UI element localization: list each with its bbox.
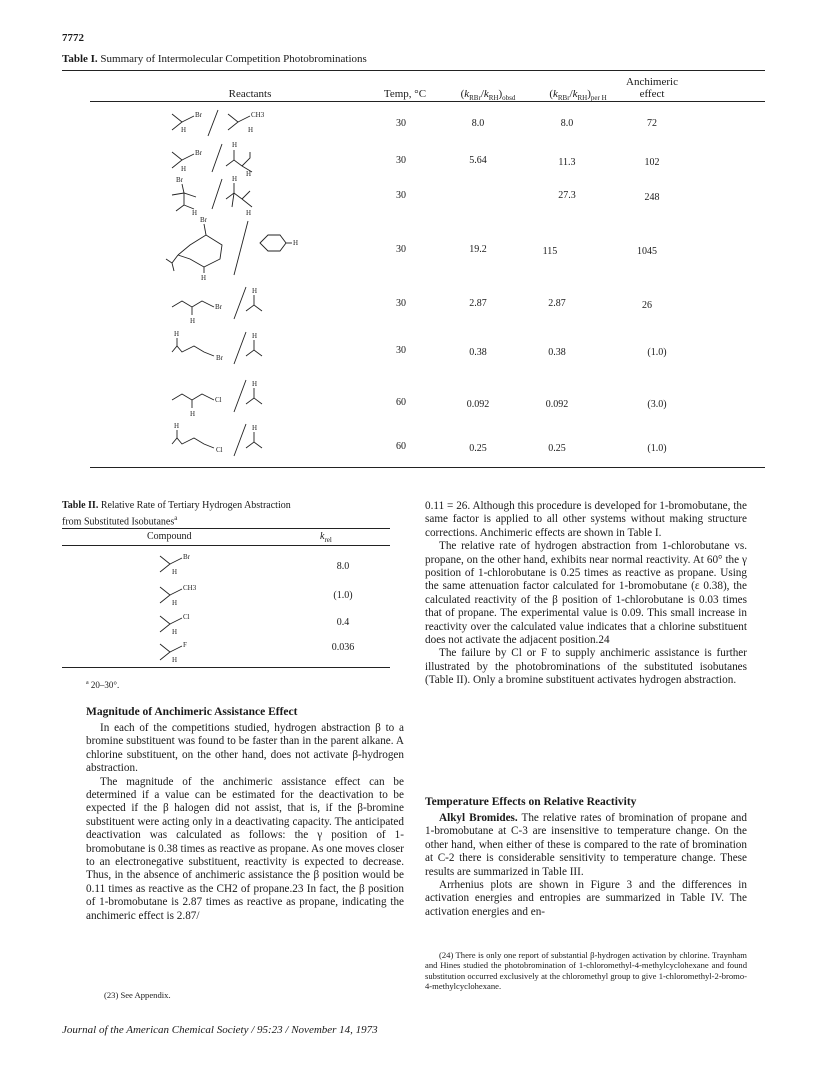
structure-row5 bbox=[170, 285, 280, 330]
svg-text:Br: Br bbox=[176, 176, 183, 184]
svg-text:F: F bbox=[183, 641, 187, 649]
svg-text:H: H bbox=[174, 422, 180, 430]
svg-text:Br: Br bbox=[200, 216, 207, 224]
right-paragraph-5: Arrhenius plots are shown in Figure 3 and the differences in activation energies and entropies are summarized in Table IV. The activation energies and en- bbox=[425, 879, 747, 918]
svg-text:Br: Br bbox=[216, 354, 223, 362]
row3-temp: 30 bbox=[396, 190, 406, 201]
table2-header-krel: $k_{rel}$ bbox=[320, 531, 332, 544]
row1-obsd: 8.0 bbox=[471, 118, 485, 129]
atom-br: Br bbox=[195, 111, 202, 119]
section-heading-anchimeric: Magnitude of Anchimeric Assistance Effect bbox=[86, 706, 298, 718]
table2-header-compound: Compound bbox=[147, 531, 192, 542]
svg-text:Br: Br bbox=[195, 149, 202, 157]
right-footnote-24: (24) There is only one report of substantial β-hydrogen activation by chlorine. Traynham and Hines studied the photobromination of 1-chloromethyl-4-methylcyclohexane and found substitution occurred exclusively at the chloromethyl group to give 1-chloromethyl-2-bromo-4-methylcyclohexane. bbox=[425, 950, 747, 992]
structure-row6 bbox=[170, 330, 280, 375]
left-column-body bbox=[86, 722, 404, 923]
row7-temp: 60 bbox=[396, 397, 406, 408]
structure-row1 bbox=[170, 110, 280, 141]
header-anchimeric: Anchimeric effect bbox=[626, 76, 678, 100]
left-paragraph-2: The magnitude of the anchimeric assistance effect can be determined if a value can be estimated for the deactivation to be expected if the β halogen did not assist, that is, if the β-bromine substituent were acting only in a deactivating capacity. The anticipated deactivation was calculated as follows: the γ position of 1-bromobutane is 0.38 times as reactive as propane. As one moves closer to an electronegative substituent, reactivity is expected to decrease. Thus, in the absence of anchimeric assistance the β position would be 0.11 times as reactive as the CH2 of propane.23 In fact, the β position of 1-bromobutane is 2.87 times as reactive as propane, indicating the anchimeric effect is 2.87/ bbox=[86, 775, 404, 922]
row8-obsd: 0.25 bbox=[469, 443, 487, 454]
svg-text:H: H bbox=[172, 568, 178, 576]
section-heading-temperature: Temperature Effects on Relative Reactivity bbox=[425, 796, 637, 808]
svg-text:Cl: Cl bbox=[215, 396, 222, 404]
row8-effect: (1.0) bbox=[647, 443, 667, 454]
row6-perH: 0.38 bbox=[548, 347, 566, 358]
table1-top-rule bbox=[62, 70, 765, 71]
table2-title: Table II. Relative Rate of Tertiary Hydrogen Abstraction from Substituted Isobutanes$^a$ bbox=[62, 500, 291, 528]
table1-header-rule bbox=[90, 101, 765, 102]
row2-effect: 102 bbox=[644, 157, 660, 168]
svg-text:H: H bbox=[293, 239, 299, 247]
header-obsd: $(k_{RBr}/k_{RH})_{obsd}$ bbox=[460, 88, 516, 103]
row6-obsd: 0.38 bbox=[469, 347, 487, 358]
svg-text:CH3: CH3 bbox=[183, 584, 197, 592]
row8-perH: 0.25 bbox=[548, 443, 566, 454]
row5-effect: 26 bbox=[642, 300, 652, 311]
row5-temp: 30 bbox=[396, 298, 406, 309]
row1-effect: 72 bbox=[647, 118, 657, 129]
right-column-body-2 bbox=[425, 812, 747, 919]
svg-text:H: H bbox=[190, 410, 196, 418]
row1-perH: 8.0 bbox=[560, 118, 574, 129]
svg-text:CH3: CH3 bbox=[251, 111, 265, 119]
table1-caption: Summary of Intermolecular Competition Photobrominations bbox=[100, 53, 367, 65]
left-paragraph-1: In each of the competitions studied, hydrogen abstraction β to a bromine substituent was found to be faster than in the parent alkane. A chlorine substituent, on the other hand, does not activate β-hydrogen abstraction. bbox=[86, 722, 404, 775]
svg-text:H: H bbox=[248, 126, 254, 134]
structure-row7 bbox=[170, 378, 280, 423]
row6-temp: 30 bbox=[396, 345, 406, 356]
row3-perH: 27.3 bbox=[558, 190, 576, 201]
row4-perH: 115 bbox=[542, 246, 558, 257]
table2-krel-br: 8.0 bbox=[336, 561, 350, 572]
row3-effect: 248 bbox=[644, 192, 660, 203]
table1-bottom-rule bbox=[90, 467, 765, 468]
structure-row3 bbox=[170, 175, 280, 220]
svg-text:H: H bbox=[190, 317, 196, 325]
svg-text:H: H bbox=[172, 628, 178, 636]
table2-krel-f: 0.036 bbox=[331, 642, 355, 653]
svg-text:H: H bbox=[172, 599, 178, 607]
right-paragraph-3: The failure by Cl or F to supply anchimeric assistance is further illustrated by the photobrominations of the substituted isobutanes (Table II). Only a bromine substituent activates hydrogen abstraction. bbox=[425, 647, 747, 687]
table2-krel-cl: 0.4 bbox=[336, 617, 350, 628]
svg-text:H: H bbox=[174, 330, 180, 338]
svg-text:Br: Br bbox=[183, 553, 190, 561]
row5-obsd: 2.87 bbox=[469, 298, 487, 309]
table2-header-rule bbox=[62, 545, 390, 546]
right-column-body bbox=[425, 500, 747, 688]
right-paragraph-4: The relative rates of bromination of propane and 1-bromobutane at C-3 are insensitive to temperature change. On the other hand, when either of these is compared to the rate of bromination at C-2 there is considerable sensitivity to temperature change. These results are summarized in Table III. bbox=[425, 812, 747, 878]
svg-text:H: H bbox=[252, 332, 258, 340]
svg-text:Br: Br bbox=[215, 303, 222, 311]
right-paragraph-2: The relative rate of hydrogen abstraction from 1-chlorobutane vs. propane, on the other hand, exhibits near normal reactivity. At 60° the γ position of 1-chlorobutane is 0.25 times as reactive as propane. Using the same attenuation factor calculated for 1-bromobutane (ε 0.38), the calculated reactivity of the β position of 1-chlorobutane is 0.03 times that of propane. The experimental value is 0.09. This small increase in reactivity over the calculated value indicates that a chlorine substituent does not activate the adjacent position.24 bbox=[425, 540, 747, 647]
alkyl-bromides-lead: Alkyl Bromides. bbox=[439, 812, 518, 824]
row4-effect: 1045 bbox=[637, 246, 657, 257]
svg-text:H: H bbox=[172, 656, 178, 664]
svg-text:H: H bbox=[252, 424, 258, 432]
row7-perH: 0.092 bbox=[545, 399, 569, 410]
right-paragraph-1: 0.11 = 26. Although this procedure is developed for 1-bromobutane, the same factor is applied to all other systems without making structure corrections. Anchimeric effects are shown in Table I. bbox=[425, 500, 747, 539]
svg-text:H: H bbox=[246, 170, 252, 178]
svg-text:Cl: Cl bbox=[216, 446, 223, 454]
structure-row4 bbox=[170, 215, 300, 285]
svg-text:Cl: Cl bbox=[183, 613, 190, 621]
row6-effect: (1.0) bbox=[647, 347, 667, 358]
row1-temp: 30 bbox=[396, 118, 406, 129]
row8-temp: 60 bbox=[396, 441, 406, 452]
svg-text:H: H bbox=[252, 380, 258, 388]
table2-bottom-rule bbox=[62, 667, 390, 668]
row5-perH: 2.87 bbox=[548, 298, 566, 309]
svg-text:H: H bbox=[232, 175, 238, 183]
table2-structure-f bbox=[158, 640, 198, 669]
table1-title bbox=[62, 53, 367, 65]
row7-effect: (3.0) bbox=[647, 399, 667, 410]
row2-obsd: 5.64 bbox=[469, 155, 487, 166]
svg-text:H: H bbox=[246, 209, 252, 217]
table2-top-rule bbox=[62, 528, 390, 529]
header-reactants: Reactants bbox=[228, 88, 272, 100]
structure-row8 bbox=[170, 422, 280, 467]
svg-text:H: H bbox=[181, 126, 187, 134]
svg-text:H: H bbox=[232, 141, 238, 149]
svg-text:H: H bbox=[201, 274, 207, 282]
table2-structure-br bbox=[158, 552, 198, 581]
svg-text:H: H bbox=[181, 165, 187, 173]
row2-temp: 30 bbox=[396, 155, 406, 166]
svg-text:H: H bbox=[252, 287, 258, 295]
left-footnote-23: (23) See Appendix. bbox=[104, 990, 171, 1000]
row7-obsd: 0.092 bbox=[466, 399, 490, 410]
row4-obsd: 19.2 bbox=[469, 244, 487, 255]
table2-structure-ch3 bbox=[158, 583, 198, 612]
header-perH: $(k_{RBr}/k_{RH})_{per H}$ bbox=[549, 88, 607, 103]
header-temp: Temp, °C bbox=[383, 88, 427, 100]
row2-perH: 11.3 bbox=[558, 157, 576, 168]
table1-label: Table I. bbox=[62, 53, 98, 65]
table2-structure-cl bbox=[158, 612, 198, 641]
svg-text:H: H bbox=[192, 209, 198, 217]
table2-krel-ch3: (1.0) bbox=[333, 590, 353, 601]
journal-footer: Journal of the American Chemical Society / 95:23 / November 14, 1973 bbox=[62, 1024, 378, 1036]
table2-footnote: $^a$ 20–30°. bbox=[86, 680, 120, 690]
page-number: 7772 bbox=[62, 32, 84, 44]
row4-temp: 30 bbox=[396, 244, 406, 255]
